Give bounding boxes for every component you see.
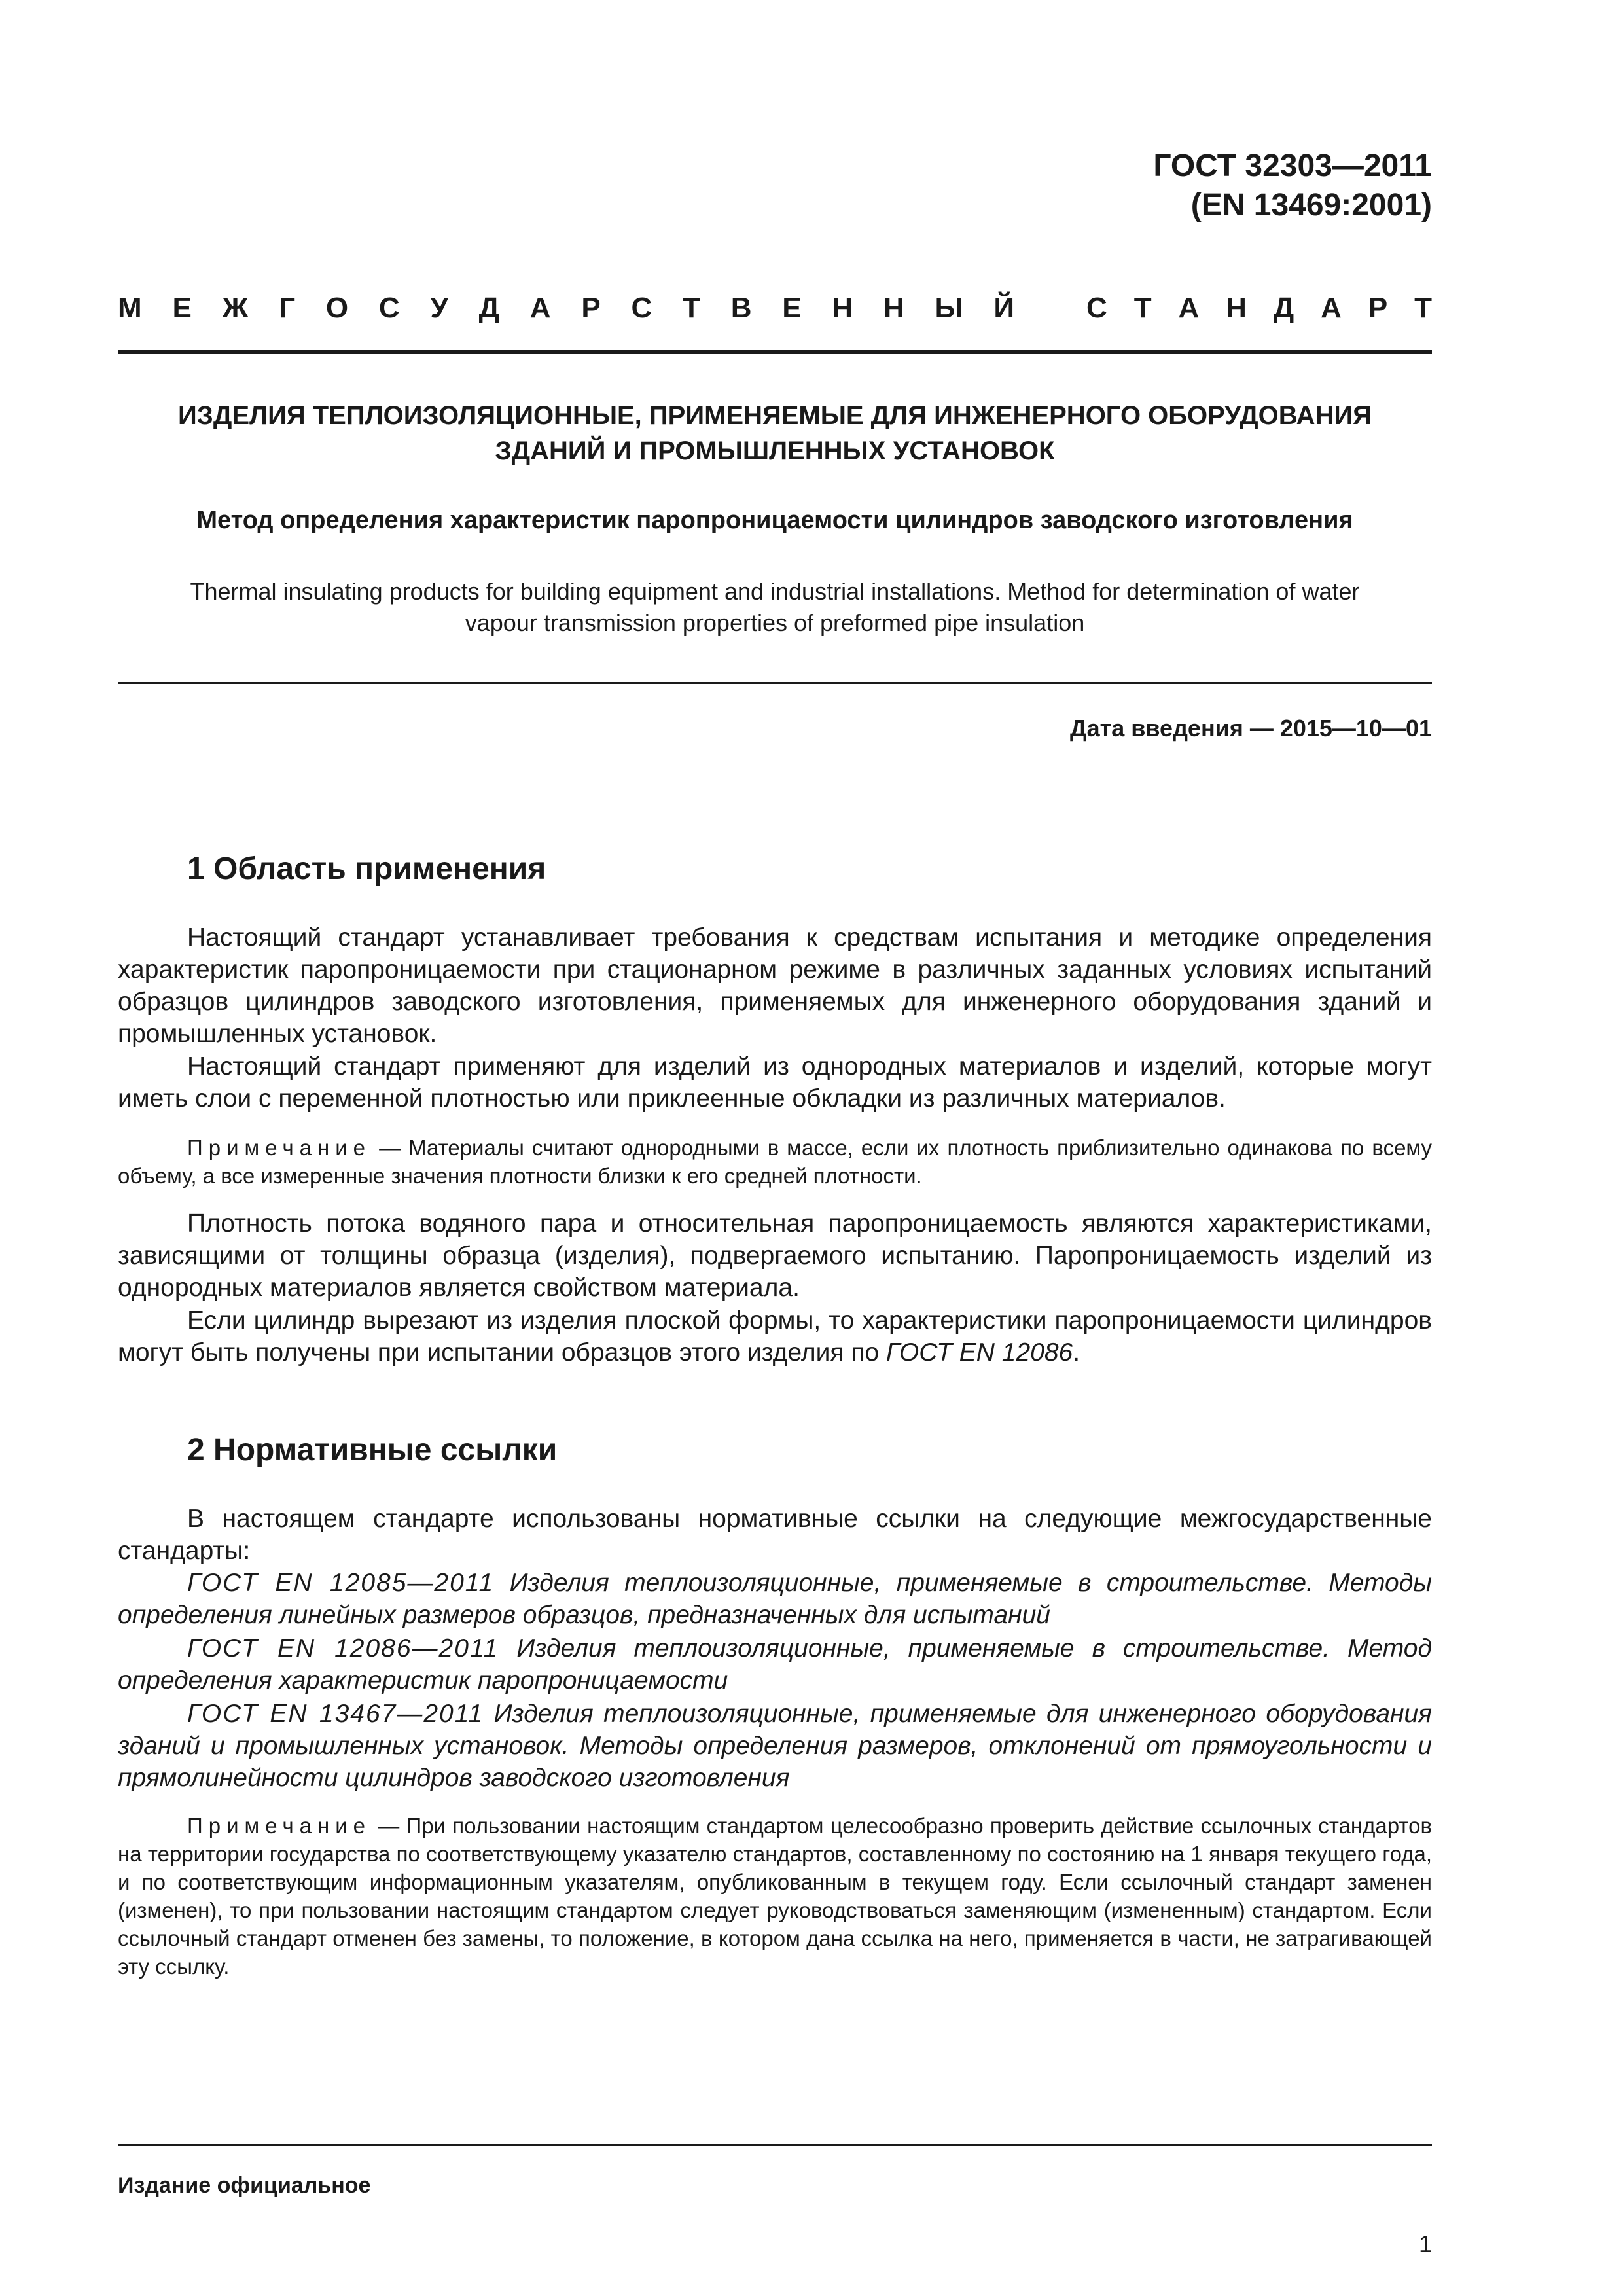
reference-item [118, 1698, 1432, 1794]
section-1-paragraph-4 [118, 1304, 1432, 1369]
en-code: (EN 13469:2001) [1190, 188, 1432, 223]
gost-reference: ГОСТ EN 12086 [886, 1338, 1073, 1367]
english-title-line-1: Thermal insulating products for building equipment and industrial installations. Method for determination of water [190, 578, 1360, 605]
interstate-standard-banner [118, 292, 1432, 325]
note-text: — Материалы считают однородными в массе, если их плотность приблизительно одинакова по всему объему, а все измеренные значения плотности близки к его средней плотности. [118, 1136, 1432, 1188]
introduction-date: Дата введения — 2015—10—01 [1069, 715, 1432, 742]
banner-letter: Й [993, 292, 1014, 324]
official-edition-label: Издание официальное [118, 2173, 371, 2198]
english-title-line-2: vapour transmission properties of preformed pipe insulation [465, 609, 1085, 636]
banner-letter: Г [279, 292, 296, 324]
gost-code: ГОСТ 32303—2011 [1153, 149, 1432, 183]
reference-title: Изделия теплоизоляционные, применяемые в строительстве. Метод определения характеристик паропроницаемости [118, 1634, 1432, 1695]
banner-letter: Ж [222, 292, 249, 324]
title-line-2: ЗДАНИЙ И ПРОМЫШЛЕННЫХ УСТАНОВОК [495, 437, 1055, 465]
section-2-intro: В настоящем стандарте использованы нормативные ссылки на следующие межгосударственные стандарты: [118, 1505, 1432, 1565]
reference-code: ГОСТ EN 13467—2011 [187, 1700, 484, 1728]
banner-letter: Е [172, 292, 192, 324]
document-code [1153, 147, 1432, 225]
note-text: — При пользовании настоящим стандартом целесообразно проверить действие ссылочных стандартов на территории государства по соответствующему указателю стандартов, составленному по состоянию на 1 января текущего года, и по соответствующим информационным указателям, опубликованным в текущем году. Если ссылочный стандарт заменен (изменен), то при пользовании настоящим стандартом следует руководствоваться заменяющим (измененным) стандартом. Если ссылочный стандарт отменен без замены, то положение, в котором дана ссылка на него, применяется в части, не затрагивающей эту ссылку. [118, 1814, 1432, 1979]
reference-title: Изделия теплоизоляционные, применяемые для инженерного оборудования зданий и промышленных установок. Методы определения размеров, отклонений от прямоугольности и прямолинейности цилиндров заводского изготовления [118, 1700, 1432, 1792]
note-label: Примечание [187, 1136, 372, 1160]
banner-letter: Е [782, 292, 802, 324]
section-2-note [118, 1812, 1432, 1981]
banner-letter: Д [1273, 292, 1294, 324]
banner-letter: А [529, 292, 551, 324]
banner-letter: Д [478, 292, 499, 324]
banner-letter: Т [1133, 292, 1152, 324]
banner-letter: Т [1414, 292, 1432, 324]
section-1-paragraph-2: Настоящий стандарт применяют для изделий из однородных материалов и изделий, которые могут иметь слои с переменной плотностью или приклеенные обкладки из различных материалов. [118, 1052, 1432, 1113]
banner-letter: Н [883, 292, 904, 324]
title-line-1: ИЗДЕЛИЯ ТЕПЛОИЗОЛЯЦИОННЫЕ, ПРИМЕНЯЕМЫЕ ДЛЯ ИНЖЕНЕРНОГО ОБОРУДОВАНИЯ [178, 401, 1372, 430]
banner-letter: С [378, 292, 400, 324]
banner-letter: М [118, 292, 142, 324]
banner-letter: У [430, 292, 448, 324]
banner-letter: Ы [935, 292, 963, 324]
banner-letter: А [1178, 292, 1200, 324]
reference-title: Изделия теплоизоляционные, применяемые в строительстве. Методы определения линейных размеров образцов, предназначенных для испытаний [118, 1569, 1432, 1629]
section-1-paragraph-1: Настоящий стандарт устанавливает требования к средствам испытания и методике определения характеристик паропроницаемости при стационарном режиме в различных заданных условиях испытаний образцов цилиндров заводского изготовления, применяемых для инженерного оборудования зданий и промышленных установок. [118, 924, 1432, 1048]
section-2-heading: 2 Нормативные ссылки [187, 1433, 558, 1467]
page-number: 1 [1418, 2231, 1432, 2257]
banner-letter: Р [581, 292, 601, 324]
title-rule [118, 682, 1432, 684]
reference-item [118, 1632, 1432, 1696]
banner-word-standard [1086, 292, 1432, 325]
document-subtitle: Метод определения характеристик паропроницаемости цилиндров заводского изготовления [196, 507, 1353, 534]
banner-letter: О [325, 292, 349, 324]
section-1-note [118, 1134, 1432, 1190]
section-1-paragraph-3: Плотность потока водяного пара и относительная паропроницаемость являются характеристиками, зависящими от толщины образца (изделия), подвергаемого испытанию. Паропроницаемость изделий из однородных материалов является свойством материала. [118, 1210, 1432, 1302]
banner-letter: В [730, 292, 752, 324]
reference-item [118, 1567, 1432, 1631]
banner-letter: С [631, 292, 652, 324]
banner-letter: Р [1368, 292, 1388, 324]
banner-letter: Т [683, 292, 700, 324]
english-title [118, 576, 1432, 639]
paragraph-4-text: Если цилиндр вырезают из изделия плоской формы, то характеристики паропроницаемости цилиндров могут быть получены при испытании образцов этого изделия по [118, 1306, 1432, 1367]
footer-rule [118, 2144, 1432, 2146]
section-1-heading: 1 Область применения [187, 852, 546, 886]
banner-letter: А [1321, 292, 1342, 324]
paragraph-4-end: . [1073, 1338, 1080, 1367]
header-rule [118, 350, 1432, 354]
document-title [118, 398, 1432, 469]
banner-letter: Н [832, 292, 853, 324]
reference-code: ГОСТ EN 12086—2011 [187, 1634, 499, 1662]
note-label: Примечание [187, 1814, 372, 1838]
banner-word-interstate [118, 292, 1014, 325]
reference-code: ГОСТ EN 12085—2011 [187, 1569, 495, 1597]
banner-letter: С [1086, 292, 1107, 324]
banner-letter: Н [1226, 292, 1247, 324]
